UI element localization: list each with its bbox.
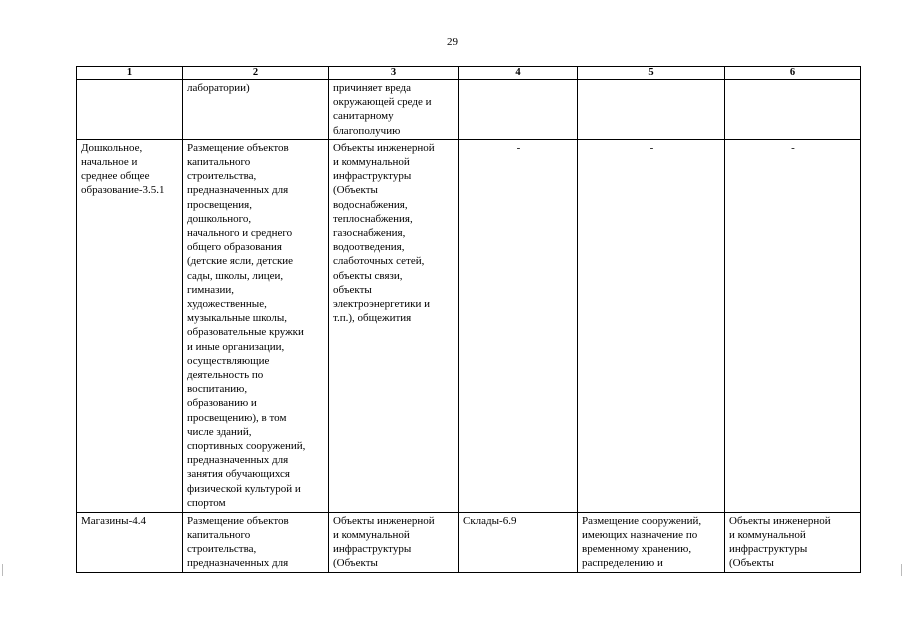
table-cell [725,80,861,140]
land-use-table [76,66,861,573]
scan-edge-mark-left [2,564,3,576]
page-number: 29 [447,36,458,48]
table-cell [77,80,183,140]
table-cell: Склады-6.9 [459,512,578,572]
table-cell: Дошкольное, начальное и среднее общее образование-3.5.1 [77,139,183,512]
column-header: 4 [459,67,578,80]
table-cell [578,80,725,140]
table-cell: Объекты инженерной и коммунальной инфраструктуры (Объекты [329,512,459,572]
column-header: 6 [725,67,861,80]
table-row [77,80,861,140]
table-row [77,139,861,512]
table-cell: - [459,139,578,512]
table-cell: причиняет вреда окружающей среде и санитарному благополучию [329,80,459,140]
column-header: 2 [183,67,329,80]
table-row [77,512,861,572]
table-cell: Магазины-4.4 [77,512,183,572]
table-cell: лаборатории) [183,80,329,140]
column-header: 5 [578,67,725,80]
table-cell: Объекты инженерной и коммунальной инфраструктуры (Объекты [725,512,861,572]
table-header-row [77,67,861,80]
table-cell: Объекты инженерной и коммунальной инфраструктуры (Объекты водоснабжения, теплоснабжения, газоснабжения, водоотведения, слаботочных сетей, объекты связи, объекты электроэнергетики и т.п.), общежития [329,139,459,512]
table-cell [459,80,578,140]
scan-edge-mark-right [901,564,902,576]
column-header: 1 [77,67,183,80]
table-cell: - [725,139,861,512]
table-cell: - [578,139,725,512]
column-header: 3 [329,67,459,80]
table-cell: Размещение сооружений, имеющих назначение по временному хранению, распределению и [578,512,725,572]
table-cell: Размещение объектов капитального строительства, предназначенных для [183,512,329,572]
table-cell: Размещение объектов капитального строительства, предназначенных для просвещения, дошкольного, начального и среднего общего образования (детские ясли, детские сады, школы, лицеи, гимназии, художественные, музыкальные школы, образовательные кружки и иные организации, осуществляющие деятельность по воспитанию, образованию и просвещению), в том числе зданий, спортивных сооружений, предназначенных для занятия обучающихся физической культурой и спортом [183,139,329,512]
